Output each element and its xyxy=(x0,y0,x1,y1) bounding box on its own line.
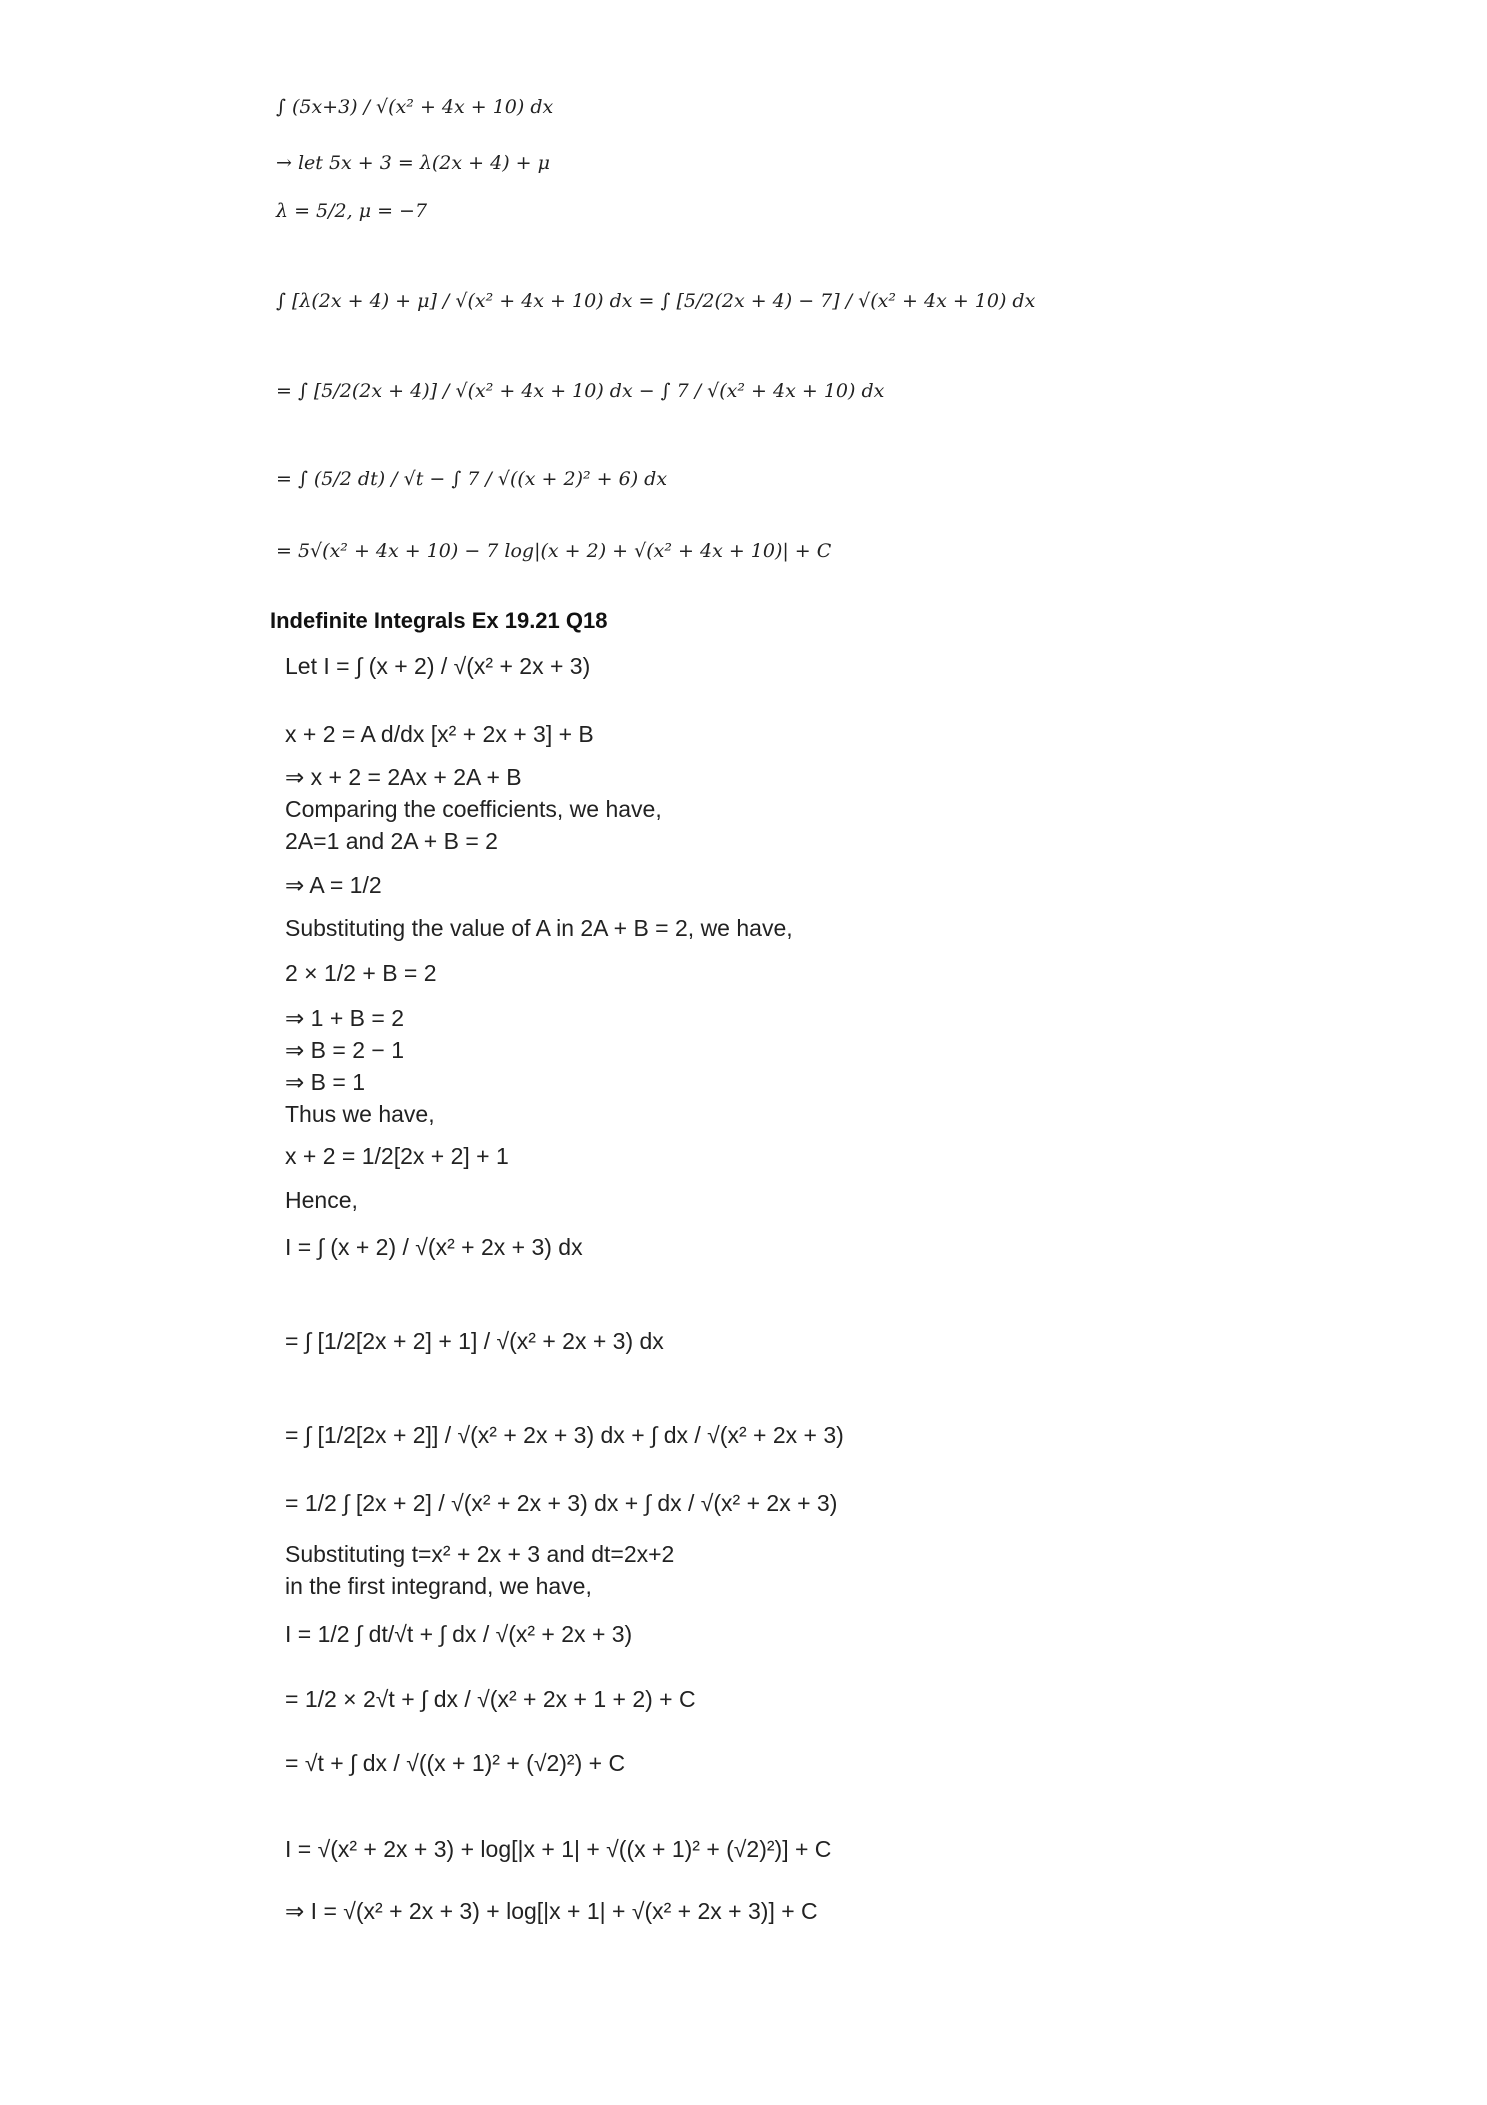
math-line: 2 × 1/2 + B = 2 xyxy=(285,960,437,986)
math-line: = ∫ [1/2[2x + 2] + 1] / √(x² + 2x + 3) dx xyxy=(285,1328,664,1354)
math-line: = 1/2 ∫ [2x + 2] / √(x² + 2x + 3) dx + ∫ dx / √(x² + 2x + 3) xyxy=(285,1490,838,1516)
text-line: Thus we have, xyxy=(285,1101,435,1127)
text-line: in the first integrand, we have, xyxy=(285,1573,592,1599)
math-line: → let 5x + 3 = λ(2x + 4) + μ xyxy=(276,152,550,174)
text-line: Hence, xyxy=(285,1187,358,1213)
math-line: ⇒ x + 2 = 2Ax + 2A + B xyxy=(285,764,522,790)
math-line: ⇒ B = 1 xyxy=(285,1069,366,1095)
math-line: = √t + ∫ dx / √((x + 1)² + (√2)²) + C xyxy=(285,1750,626,1776)
math-line: x + 2 = A d/dx [x² + 2x + 3] + B xyxy=(285,721,594,747)
math-line: = ∫ (5/2 dt) / √t − ∫ 7 / √((x + 2)² + 6) dx xyxy=(276,468,668,490)
math-line: ⇒ B = 2 − 1 xyxy=(285,1037,405,1063)
math-line: ⇒ A = 1/2 xyxy=(285,872,382,898)
math-line: λ = 5/2, μ = −7 xyxy=(276,200,428,222)
math-line: ⇒ 1 + B = 2 xyxy=(285,1005,405,1031)
math-line: Let I = ∫ (x + 2) / √(x² + 2x + 3) xyxy=(285,653,591,679)
math-line: = 5√(x² + 4x + 10) − 7 log|(x + 2) + √(x² + 4x + 10)| + C xyxy=(276,540,832,562)
math-line: x + 2 = 1/2[2x + 2] + 1 xyxy=(285,1143,509,1169)
math-line: ∫ [λ(2x + 4) + μ] / √(x² + 4x + 10) dx = ∫ [5/2(2x + 4) − 7] / √(x² + 4x + 10) dx xyxy=(276,290,1036,312)
math-line: = ∫ [5/2(2x + 4)] / √(x² + 4x + 10) dx − ∫ 7 / √(x² + 4x + 10) dx xyxy=(276,380,885,402)
math-line: I = ∫ (x + 2) / √(x² + 2x + 3) dx xyxy=(285,1234,583,1260)
section-heading: Indefinite Integrals Ex 19.21 Q18 xyxy=(270,608,608,633)
math-line: = 1/2 × 2√t + ∫ dx / √(x² + 2x + 1 + 2) + C xyxy=(285,1686,696,1712)
math-line: I = 1/2 ∫ dt/√t + ∫ dx / √(x² + 2x + 3) xyxy=(285,1621,633,1647)
math-line: ∫ (5x+3) / √(x² + 4x + 10) dx xyxy=(276,96,554,118)
math-line: I = √(x² + 2x + 3) + log[|x + 1| + √((x + 1)² + (√2)²)] + C xyxy=(285,1836,832,1862)
math-line: = ∫ [1/2[2x + 2]] / √(x² + 2x + 3) dx + ∫ dx / √(x² + 2x + 3) xyxy=(285,1422,844,1448)
math-line: ⇒ I = √(x² + 2x + 3) + log[|x + 1| + √(x² + 2x + 3)] + C xyxy=(285,1898,818,1924)
text-line: Substituting the value of A in 2A + B = 2, we have, xyxy=(285,915,793,941)
text-line: Comparing the coefficients, we have, xyxy=(285,796,662,822)
math-line: 2A=1 and 2A + B = 2 xyxy=(285,828,498,854)
text-line: Substituting t=x² + 2x + 3 and dt=2x+2 xyxy=(285,1541,675,1567)
